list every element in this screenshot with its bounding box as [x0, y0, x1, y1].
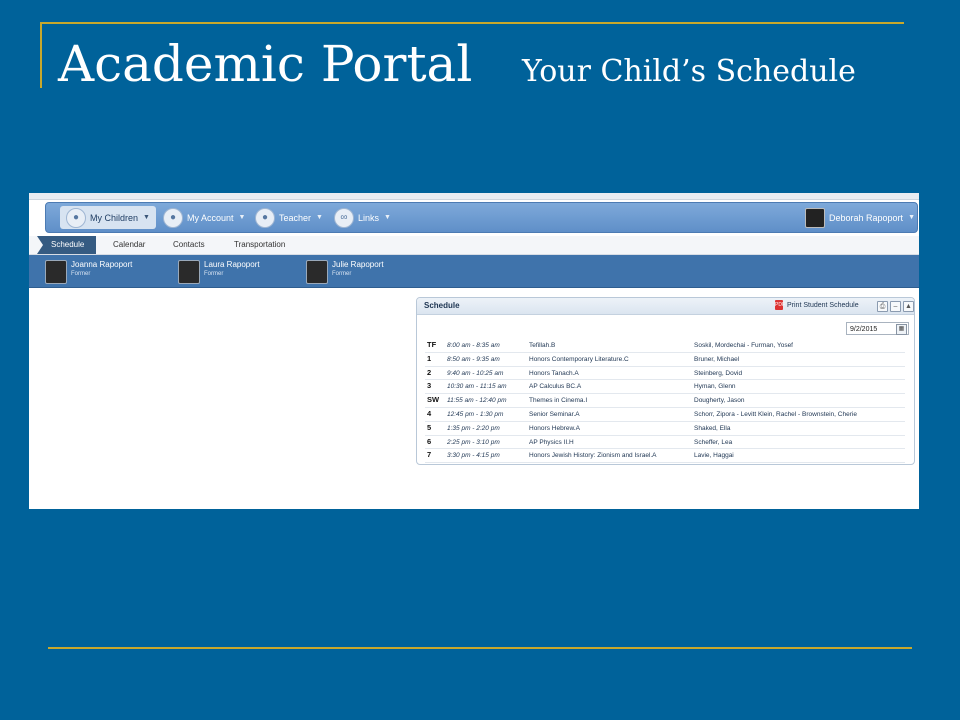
- pdf-icon: PDF: [775, 302, 785, 308]
- schedule-table: [425, 339, 905, 463]
- teacher-cell: Lavie, Haggai: [694, 452, 734, 460]
- table-row: [425, 436, 905, 450]
- time-cell: 3:30 pm - 4:15 pm: [447, 452, 500, 460]
- time-cell: 2:25 pm - 3:10 pm: [447, 438, 500, 446]
- panel-title: Schedule: [424, 301, 460, 310]
- nav-my-account[interactable]: [163, 206, 245, 229]
- user-name: Deborah Rapoport: [829, 212, 904, 223]
- date-field[interactable]: [846, 322, 909, 335]
- time-cell: 10:30 am - 11:15 am: [447, 383, 507, 391]
- period-cell: TF: [427, 340, 437, 349]
- chevron-down-icon: ▼: [316, 214, 323, 221]
- avatar: [805, 208, 825, 228]
- child-joanna[interactable]: [45, 260, 132, 284]
- period-cell: 5: [427, 422, 432, 432]
- table-row: [425, 408, 905, 422]
- teacher-cell: Steinberg, Dovid: [694, 369, 743, 377]
- teacher-cell: Hyman, Glenn: [694, 383, 736, 391]
- portal-screenshot: [29, 193, 919, 509]
- avatar: [45, 260, 67, 284]
- course-cell: Honors Hebrew.A: [529, 424, 580, 432]
- table-row: [425, 353, 905, 367]
- tab-contacts[interactable]: Contacts: [173, 240, 205, 249]
- child-name: Laura Rapoport: [204, 260, 260, 269]
- child-name: Joanna Rapoport: [71, 260, 133, 269]
- child-status: Former: [71, 271, 91, 277]
- period-cell: 4: [427, 408, 432, 418]
- minimize-icon[interactable]: –: [890, 301, 901, 312]
- avatar: [306, 260, 328, 284]
- slide-title: Academic Portal: [58, 35, 473, 93]
- nav-label: My Children: [90, 212, 139, 223]
- print-label: Print Student Schedule: [787, 301, 859, 309]
- account-icon: ●: [163, 208, 183, 228]
- teacher-icon: ●: [255, 208, 275, 228]
- schedule-panel: [416, 297, 915, 465]
- table-row: [425, 367, 905, 381]
- course-cell: Themes in Cinema.I: [529, 397, 588, 405]
- sub-tab-bar: [29, 236, 919, 255]
- course-cell: Senior Seminar.A: [529, 410, 580, 418]
- nav-label: My Account: [187, 212, 234, 223]
- calendar-icon[interactable]: ▦: [896, 324, 907, 335]
- time-cell: 8:50 am - 9:35 am: [447, 355, 500, 363]
- bottom-divider: [48, 647, 912, 649]
- tab-schedule[interactable]: Schedule: [37, 236, 96, 254]
- time-cell: 11:55 am - 12:40 pm: [447, 397, 507, 405]
- child-status: Former: [204, 271, 224, 277]
- teacher-cell: Shaked, Ella: [694, 424, 731, 432]
- child-laura[interactable]: [178, 260, 260, 284]
- time-cell: 12:45 pm - 1:30 pm: [447, 410, 504, 418]
- chevron-down-icon: ▼: [908, 214, 915, 221]
- nav-links[interactable]: [334, 206, 391, 229]
- schedule-panel-header: [417, 298, 914, 315]
- time-cell: 9:40 am - 10:25 am: [447, 369, 504, 377]
- period-cell: 1: [427, 353, 432, 363]
- period-cell: 2: [427, 367, 432, 377]
- print-schedule-link[interactable]: [775, 300, 859, 310]
- main-nav-bar: [45, 202, 918, 233]
- table-row: [425, 380, 905, 394]
- teacher-cell: Scheffer, Lea: [694, 438, 733, 446]
- top-divider: [40, 22, 904, 24]
- period-cell: 7: [427, 450, 432, 460]
- course-cell: AP Physics II.H: [529, 438, 574, 446]
- teacher-cell: Soskil, Mordechai - Furman, Yosef: [694, 342, 793, 349]
- nav-label: Links: [358, 212, 380, 223]
- child-status: Former: [332, 271, 352, 277]
- course-cell: Honors Jewish History: Zionism and Israel.A: [529, 452, 657, 460]
- course-cell: AP Calculus BC.A: [529, 383, 582, 391]
- table-row: [425, 422, 905, 436]
- avatar: [178, 260, 200, 284]
- collapse-icon[interactable]: ▲: [903, 301, 914, 312]
- period-cell: 6: [427, 436, 432, 446]
- user-menu[interactable]: [805, 206, 915, 229]
- left-divider: [40, 22, 42, 88]
- course-cell: Honors Tanach.A: [529, 369, 579, 377]
- child-name: Julie Rapoport: [332, 260, 384, 269]
- chevron-down-icon: ▼: [143, 214, 150, 221]
- browser-strip: [29, 193, 919, 200]
- slide-subtitle: Your Child’s Schedule: [522, 54, 856, 89]
- table-row: [425, 339, 905, 353]
- period-cell: SW: [427, 395, 440, 405]
- date-value: 9/2/2015: [850, 326, 878, 333]
- nav-my-children[interactable]: [60, 206, 156, 229]
- chevron-down-icon: ▼: [238, 214, 246, 221]
- teacher-cell: Schorr, Zipora - Levitt Klein, Rachel - Brownstein, Cherie: [694, 410, 857, 418]
- nav-teacher[interactable]: [255, 206, 323, 229]
- links-icon: ∞: [334, 208, 354, 228]
- children-selector: [29, 255, 919, 288]
- teacher-cell: Bruner, Michael: [694, 355, 740, 363]
- nav-label: Teacher: [279, 212, 312, 223]
- course-cell: Honors Contemporary Literature.C: [529, 355, 629, 363]
- tab-calendar[interactable]: Calendar: [113, 240, 146, 249]
- child-julie[interactable]: [306, 260, 384, 284]
- children-icon: ●: [66, 208, 86, 228]
- tab-transportation[interactable]: Transportation: [234, 240, 286, 249]
- course-cell: Tefillah.B: [529, 342, 556, 349]
- chevron-down-icon: ▼: [384, 214, 391, 221]
- table-row: [425, 449, 905, 463]
- time-cell: 8:00 am - 8:35 am: [447, 342, 500, 349]
- print-icon[interactable]: ⎙: [877, 301, 888, 312]
- time-cell: 1:35 pm - 2:20 pm: [447, 424, 500, 432]
- period-cell: 3: [427, 381, 432, 391]
- table-row: [425, 394, 905, 408]
- teacher-cell: Dougherty, Jason: [694, 397, 745, 405]
